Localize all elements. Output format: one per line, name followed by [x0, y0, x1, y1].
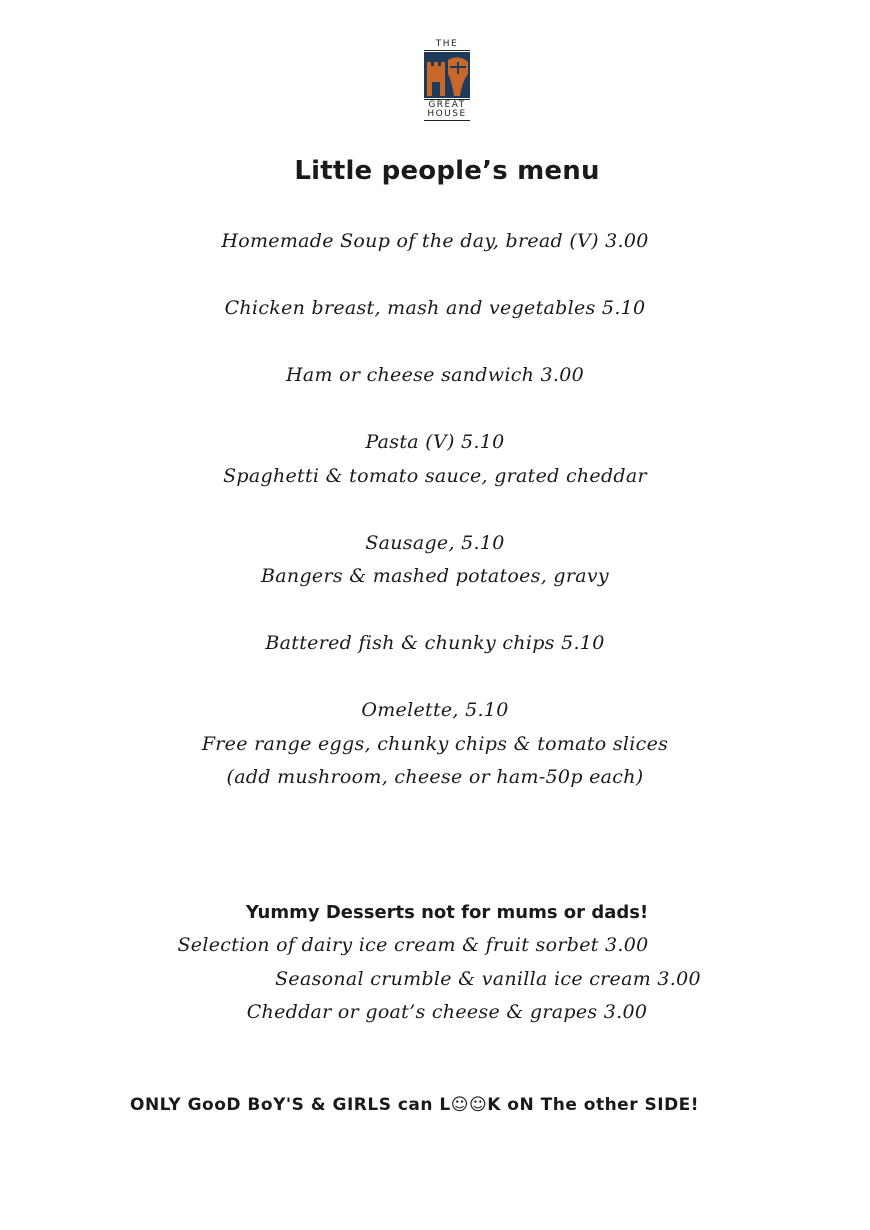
menu-item-sausage-desc: Bangers & mashed potatoes, gravy [261, 565, 609, 587]
menu-item-pasta-desc: Spaghetti & tomato sauce, grated cheddar [223, 465, 647, 487]
menu-title: Little people’s menu [294, 156, 600, 186]
dessert-item-ice-cream: Selection of dairy ice cream & fruit sorbet 3.00 [177, 934, 649, 956]
dessert-item-crumble: Seasonal crumble & vanilla ice cream 3.00 [275, 968, 701, 990]
menu-item-sandwich: Ham or cheese sandwich 3.00 [285, 364, 585, 386]
menu-item-omelette-extras: (add mushroom, cheese or ham-50p each) [226, 766, 644, 788]
logo-house-text: HOUSE [427, 109, 467, 119]
logo-rule-top [424, 50, 470, 51]
menu-item-chicken: Chicken breast, mash and vegetables 5.10 [224, 297, 646, 319]
menu-item-sausage: Sausage, 5.10 [365, 532, 505, 554]
footer-note: ONLY GooD BoY'S & GIRLS can L☺☺K oN The other SIDE! [130, 1095, 700, 1115]
desserts-heading: Yummy Desserts not for mums or dads! [245, 902, 649, 923]
logo-rule-end [424, 120, 470, 121]
menu-item-soup: Homemade Soup of the day, bread (V) 3.00 [221, 230, 649, 252]
menu-item-pasta: Pasta (V) 5.10 [365, 431, 505, 453]
menu-item-omelette-desc: Free range eggs, chunky chips & tomato slices [201, 733, 669, 755]
menu-item-fish: Battered fish & chunky chips 5.10 [265, 632, 605, 654]
menu-item-omelette: Omelette, 5.10 [361, 699, 509, 721]
logo-the-text: THE [435, 39, 459, 49]
dessert-item-cheese: Cheddar or goat’s cheese & grapes 3.00 [246, 1001, 648, 1023]
logo-emblem-icon [424, 52, 470, 98]
great-house-logo [419, 40, 475, 122]
logo-great-text: GREAT [428, 100, 466, 110]
